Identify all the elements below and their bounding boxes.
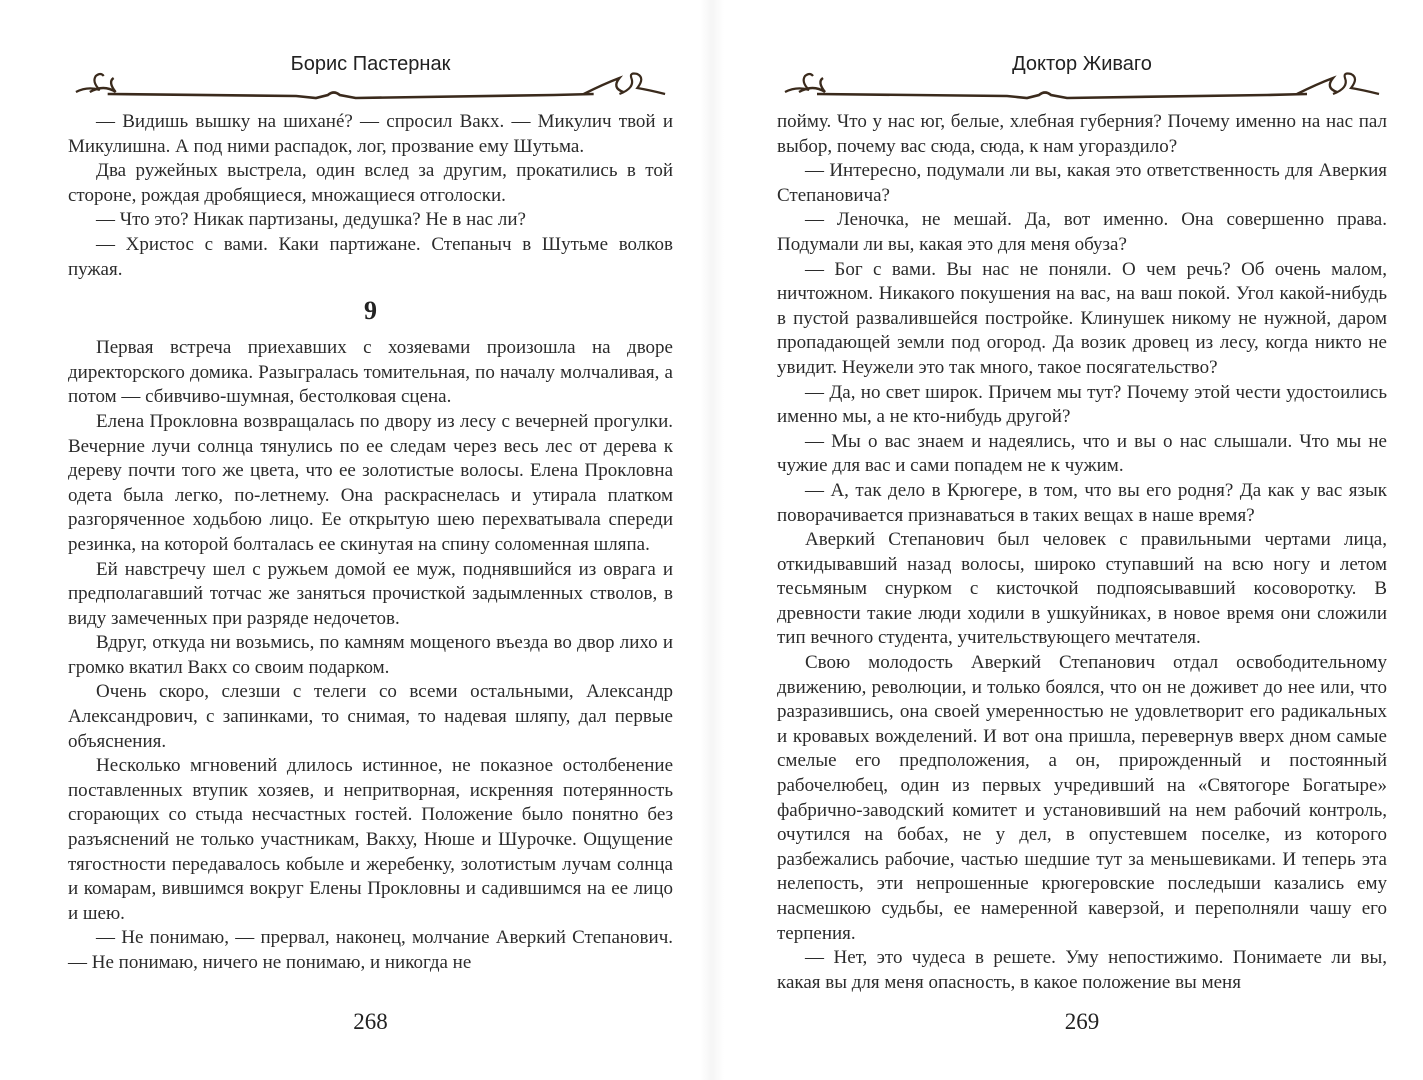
paragraph: Очень скоро, слезши с телеги со всеми остальными, Александр Александрович, с запинками, то снимая, то надевая шляпу, дал первые объяснения. xyxy=(68,681,673,752)
paragraph: — Леночка, не мешай. Да, вот именно. Она совершенно права. Подумали ли вы, какая это для меня обуза? xyxy=(777,209,1387,255)
paragraph: пойму. Что у нас юг, белые, хлебная губерния? Почему именно на нас пал выбор, почему вас сюда, сюда, к нам угораздило? xyxy=(777,111,1387,157)
paragraph: Несколько мгновений длилось истинное, не показное остолбенение поставленных втупик хозяев, и непритворная, искренняя потерянность сгорающих со стыда несчастных гостей. Положение было понятно без разъяснений не только участникам, Вакху, Нюше и Шурочке. Ощущение тягостности передавалось кобыле и жеребенку, золотистым лучам солнца и комарам, вившимся вокруг Елены Прокловны и садившимся на ее лицо и шею. xyxy=(68,755,673,924)
paragraph: Первая встреча приехавших с хозяевами произошла на дворе директорского домика. Разыгралась томительная, по началу молчаливая, а потом — сбивчиво-шумная, бестолковая сцена. xyxy=(68,337,673,408)
page-number: 268 xyxy=(353,1009,388,1034)
paragraph: Ей навстречу шел с ружьем домой ее муж, поднявшийся из оврага и предполагавший тотчас же заняться прочисткой задымленных стволов, в виду замеченных при разряде недочетов. xyxy=(68,558,673,629)
right-page xyxy=(711,0,1423,1080)
paragraph: Аверкий Степанович был человек с правильными чертами лица, откидывавший назад волосы, широко ступавший на всю ногу и летом тесьмяным снурком с кисточкой подпоясывавший косоворотку. В древности такие люди ходили в ушкуйниках, в новое время они сложили тип вечного студента, учительствующего мечтателя. xyxy=(777,529,1387,649)
paragraph: — Да, но свет широк. Причем мы тут? Почему этой чести удостоились именно мы, а не кто-нибудь другой? xyxy=(777,381,1387,428)
paragraph: — Мы о вас знаем и надеялись, что и вы о нас слышали. Что мы не чужие для вас и сами попадем не к чужим. xyxy=(777,430,1387,477)
page-number: 269 xyxy=(1064,1009,1100,1034)
paragraph: — Нет, это чудеса в решете. Уму непостижимо. Понимаете ли вы, какая вы для меня опасность, в какое положение вы меня xyxy=(777,947,1387,993)
paragraph: — Христос с вами. Каки партижане. Степаныч в Шутьме волков пужая. xyxy=(68,233,673,280)
right-page-text xyxy=(777,110,1387,995)
left-page-text-after-chapter xyxy=(68,336,673,975)
running-head-author: Борис Пастернак xyxy=(290,53,451,75)
paragraph: — А, так дело в Крюгере, в том, что вы его родня? Да как у вас язык поворачивается признаваться в таких вещах в наше время? xyxy=(777,479,1387,526)
running-head-title: Доктор Живаго xyxy=(1012,53,1152,75)
chapter-number: 9 xyxy=(364,296,377,326)
spacer xyxy=(777,995,1387,1008)
paragraph: Свою молодость Аверкий Степанович отдал освободительному движению, революции, и только боялся, что он не доживет до нее или, что разразившись, она своей умеренностью не удовлетворит его радикальных и кровавых вожделений. И вот она пришла, перевернув вверх дном самые смелые его предположения, а он, прирожденный и постоянный рабочелюбец, один из первых учредивший на «Святогоре Богатыре» фабрично-заводский комитет и установивший на нем рабочий контроль, очутился на бобах, не у дел, в опустевшем поселке, из которого разбежались рабочие, частью шедшие тут за меньшевиками. И теперь эта нелепость, эти непрошенные крюгеровские последыши казались ему насмешкою судьбы, ее намеренной каверзой, и переполняли чашу его терпения. xyxy=(777,652,1387,944)
paragraph: Елена Прокловна возвращалась по двору из лесу с вечерней прогулки. Вечерние лучи солнца тянулись по ее следам через весь лес от дерева к дереву почти того же цвета, что ее золотистые волосы. Елена Прокловна одета была легко, по-летнему. Она раскраснелась и утирала платком разгоряченное ходьбою лицо. Ее открытую шею перехватывала спереди резинка, на которой болталась ее скинутая на спину соломенная шляпа. xyxy=(68,410,673,555)
left-page-text-before-chapter xyxy=(68,110,673,282)
paragraph: — Видишь вышку на шиханé? — спросил Вакх. — Микулич твой и Микулишна. А под ними распадок, лог, прозвание ему Шутьма. xyxy=(68,111,673,157)
spacer xyxy=(68,976,673,1008)
page-header xyxy=(68,38,673,110)
paragraph: — Не понимаю, — прервал, наконец, молчание Аверкий Степанович. — Не понимаю, ничего не понимаю, и никогда не xyxy=(68,927,673,973)
paragraph: Вдруг, откуда ни возьмись, по камням мощеного въезда во двор лихо и громко вкатил Вакх со своим подарком. xyxy=(68,632,673,678)
paragraph: — Интересно, подумали ли вы, какая это ответственность для Аверкия Степановича? xyxy=(777,160,1387,206)
paragraph: — Бог с вами. Вы нас не поняли. О чем речь? Об очень малом, ничтожном. Никакого покушения на вас, на ваш покой. Угол какой-нибудь в пустой развалившейся постройке. Клинушек никому не нужной, даром пропадающей земли под огород. Да возик дровец из лесу, когда никто не увидит. Неужели это так много, такое посягательство? xyxy=(777,258,1387,378)
paragraph: Два ружейных выстрела, один вслед за другим, прокатились в той стороне, рождая дробящиеся, множащиеся отголоски. xyxy=(68,160,673,206)
page-header xyxy=(777,38,1387,110)
left-page xyxy=(0,0,711,1080)
paragraph: — Что это? Никак партизаны, дедушка? Не в нас ли? xyxy=(96,209,526,231)
